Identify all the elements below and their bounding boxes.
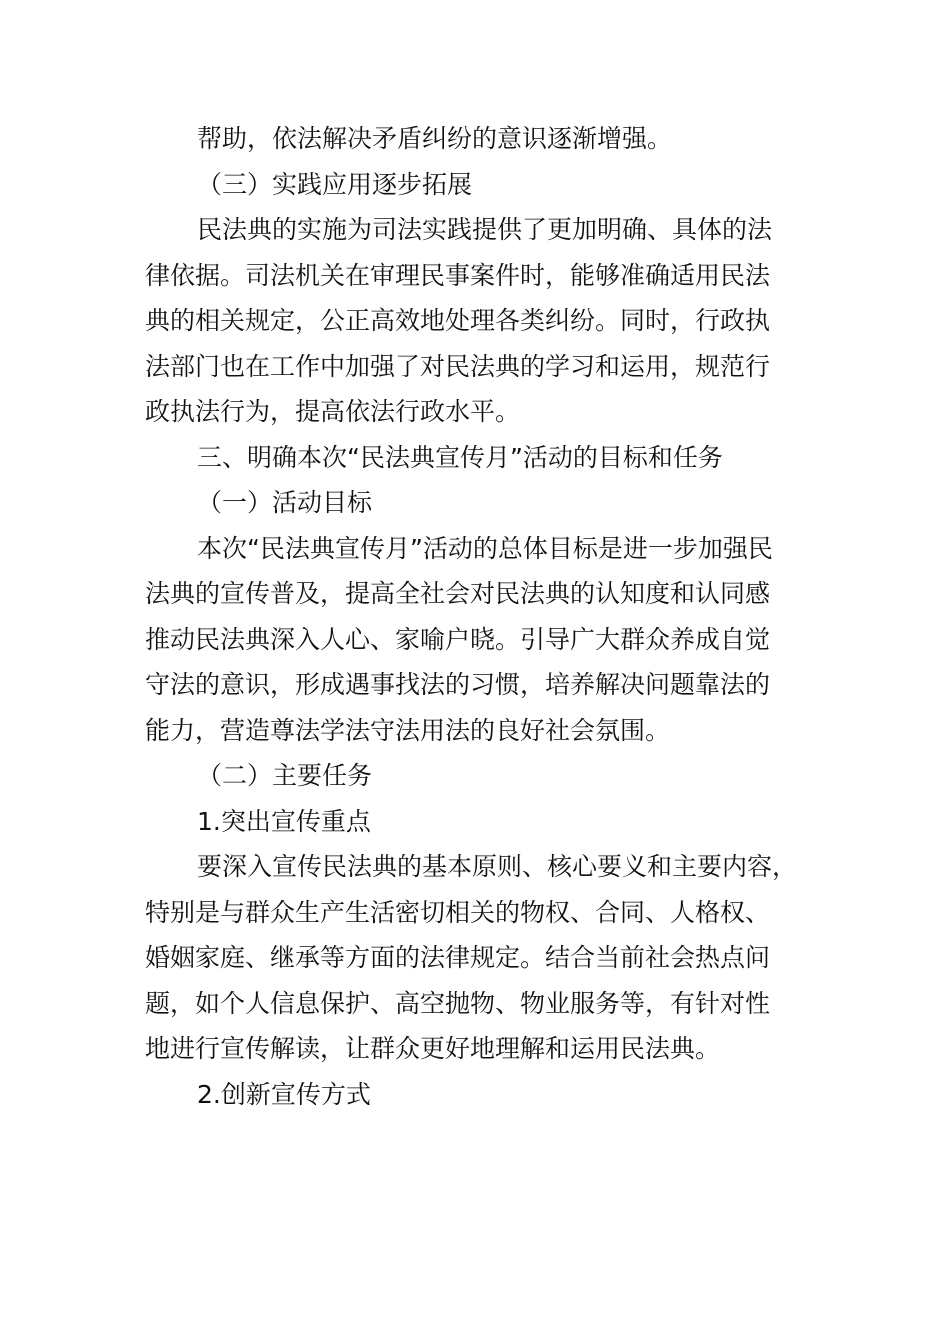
text-line: 特别是与群众生产生活密切相关的物权、合同、人格权、 xyxy=(145,897,771,927)
text-line: 题，如个人信息保护、高空抛物、物业服务等，有针对性 xyxy=(145,988,771,1018)
text-line: 推动民法典深入人心、家喻户晓。引导广大群众养成自觉 xyxy=(145,624,771,654)
section-heading: （二）主要任务 xyxy=(197,761,373,790)
section-heading: （三）实践应用逐步拓展 xyxy=(197,169,473,199)
text-line: 民法典的实施为司法实践提供了更加明确、具体的法 xyxy=(197,215,773,244)
text-line: 婚姻家庭、继承等方面的法律规定。结合当前社会热点问 xyxy=(145,943,771,972)
text-line: 能力，营造尊法学法守法用法的良好社会氛围。 xyxy=(145,715,671,745)
subsection-heading: 2.创新宣传方式 xyxy=(197,1079,371,1109)
text-line: 地进行宣传解读，让群众更好地理解和运用民法典。 xyxy=(145,1034,721,1063)
section-heading: （一）活动目标 xyxy=(197,488,373,517)
text-line: 典的相关规定，公正高效地处理各类纠纷。同时，行政执 xyxy=(145,306,771,335)
text-line: 律依据。司法机关在审理民事案件时，能够准确适用民法 xyxy=(145,260,771,290)
text-line: 要深入宣传民法典的基本原则、核心要义和主要内容， xyxy=(197,852,798,881)
body-text xyxy=(145,116,825,1117)
subsection-heading: 1.突出宣传重点 xyxy=(197,806,371,836)
text-line: 守法的意识，形成遇事找法的习惯，培养解决问题靠法的 xyxy=(145,670,771,699)
text-line: 法部门也在工作中加强了对民法典的学习和运用，规范行 xyxy=(145,351,771,381)
text-line: 法典的宣传普及，提高全社会对民法典的认知度和认同感 xyxy=(145,579,771,608)
text-line: 本次“民法典宣传月”活动的总体目标是进一步加强民 xyxy=(197,533,773,563)
chapter-heading: 三、明确本次“民法典宣传月”活动的目标和任务 xyxy=(197,442,723,472)
text-line: 帮助，依法解决矛盾纠纷的意识逐渐增强。 xyxy=(197,124,673,153)
text-line: 政执法行为，提高依法行政水平。 xyxy=(145,397,521,426)
